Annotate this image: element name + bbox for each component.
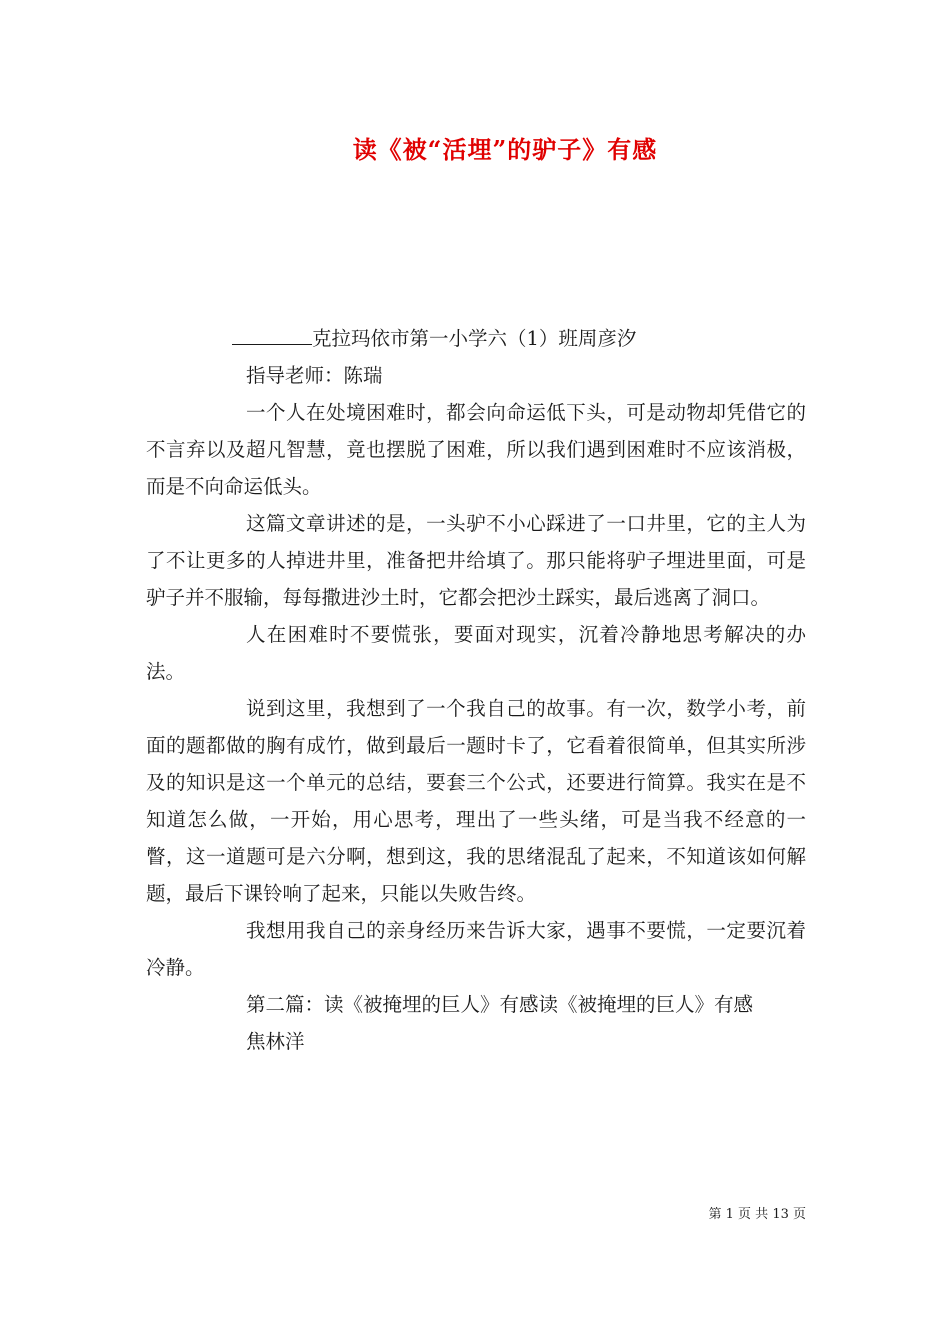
author-line — [146, 320, 806, 357]
paragraph: 这篇文章讲述的是，一头驴不小心踩进了一口井里，它的主人为了不让更多的人掉进井里，准备把井给填了。那只能将驴子埋进里面，可是驴子并不服输，每每撒进沙土时，它都会把沙土踩实，最后逃离了洞口。 — [146, 512, 806, 609]
paragraph: 一个人在处境困难时，都会向命运低下头，可是动物却凭借它的不言弃以及超凡智慧，竟也摆脱了困难，所以我们遇到困难时不应该消极，而是不向命运低头。 — [146, 401, 806, 498]
section-author: 焦林洋 — [246, 1030, 305, 1053]
document-title: 读《被“活埋”的驴子》有感 — [352, 135, 658, 164]
paragraph: 说到这里，我想到了一个我自己的故事。有一次，数学小考，前面的题都做的胸有成竹，做到最后一题时卡了，它看着很简单，但其实所涉及的知识是这一个单元的总结，要套三个公式，还要进行简算。我实在是不知道怎么做，一开始，用心思考，理出了一些头绪，可是当我不经意的一瞥，这一道题可是六分啊，想到这，我的思绪混乱了起来，不知道该如何解题，最后下课铃响了起来，只能以失败告终。 — [146, 697, 806, 905]
blank-underline — [232, 324, 312, 345]
advisor-line: 指导老师：陈瑞 — [246, 364, 383, 387]
section-heading: 第二篇：读《被掩埋的巨人》有感读《被掩埋的巨人》有感 — [246, 993, 754, 1016]
paragraph: 人在困难时不要慌张，要面对现实，沉着冷静地思考解决的办法。 — [146, 623, 806, 683]
document-body — [146, 320, 806, 1060]
author-name: 克拉玛依市第一小学六（1）班周彦汐 — [312, 327, 637, 350]
page-number-footer: 第 1 页 共 13 页 — [708, 1207, 806, 1222]
paragraph: 我想用我自己的亲身经历来告诉大家，遇事不要慌，一定要沉着冷静。 — [146, 919, 806, 979]
